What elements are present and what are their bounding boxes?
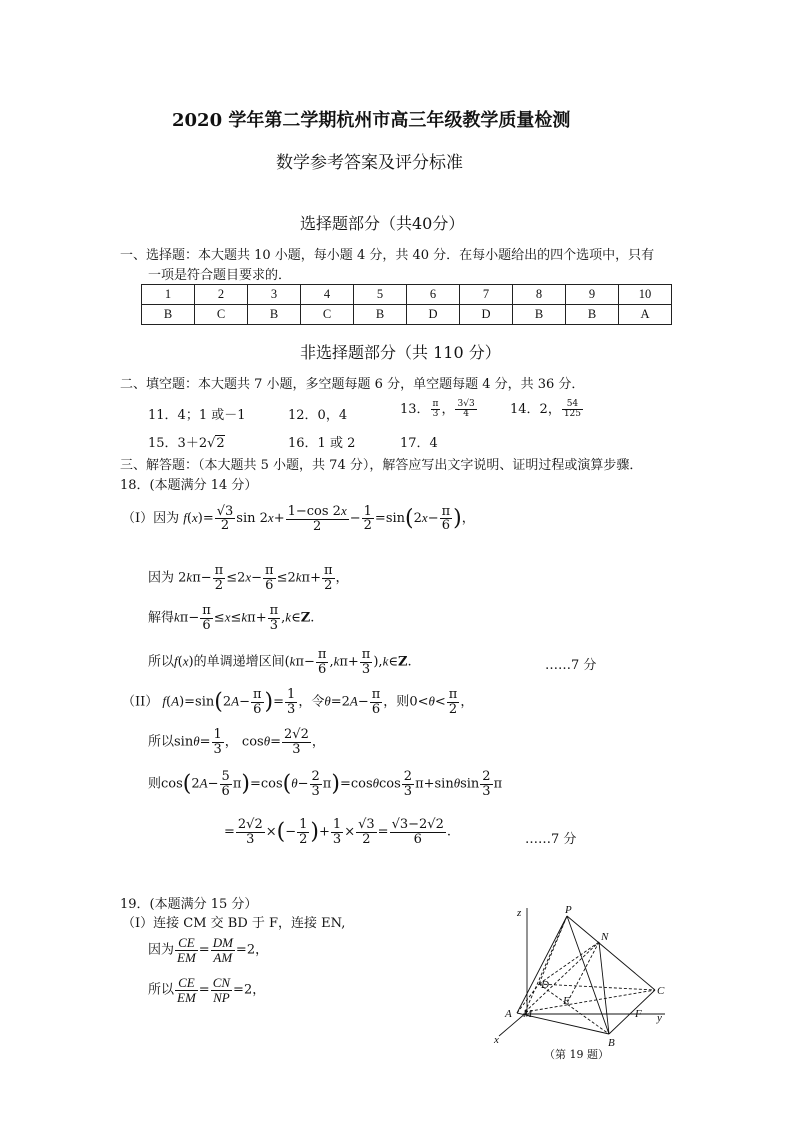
answer-q12: 12．0，4 xyxy=(288,408,348,423)
part1-instruction-line1: 一、选择题：本大题共 10 小题，每小题 4 分，共 40 分．在每小题给出的四个选项中，只有 xyxy=(120,248,655,263)
fraction: $\frac{CE}{EM}$ xyxy=(177,975,196,1005)
edge-DC xyxy=(539,984,655,990)
fraction: $\frac{1}{3}$ xyxy=(287,687,296,717)
q19-line3: 所以 $\frac{CE}{EM}$ = $\frac{CN}{NP}$ =2， xyxy=(148,975,266,1005)
q18-line3-prefix: 解得 xyxy=(148,610,175,626)
q18-line8: = $\frac{2√2}{3}$ ×(− $\frac{1}{2}$ )+ $\frac{1}{3}$ × $\frac{√3}{2}$ = $\frac{√3-2√2}{6}$ . xyxy=(224,817,451,847)
fraction: $\frac{2}{3}$ xyxy=(403,769,413,799)
fraction: $\frac{\pi}{6}$ xyxy=(441,503,451,534)
fraction: $\frac{\pi}{2}$ xyxy=(323,563,333,593)
table-cell: 7 xyxy=(460,285,513,305)
part1-heading: 选择题部分（共40分） xyxy=(300,214,465,233)
table-cell: B xyxy=(248,305,301,325)
table-cell: B xyxy=(513,305,566,325)
q18-line2-prefix: 因为 xyxy=(148,570,175,586)
table-cell: C xyxy=(301,305,354,325)
table-cell: 5 xyxy=(354,285,407,305)
label-z: z xyxy=(517,907,522,919)
answer-q14 xyxy=(510,398,584,419)
answer-q15: 15．3＋2√2 xyxy=(148,436,225,451)
q19-figure xyxy=(485,900,675,1060)
doc-subtitle: 数学参考答案及评分标准 xyxy=(276,153,463,173)
doc-title: 2020 学年第二学期杭州市高三年级教学质量检测 xyxy=(172,110,571,131)
edge-NE xyxy=(567,942,599,1003)
q18-line6-prefix: 所以 xyxy=(148,734,175,750)
separator: ， xyxy=(441,402,455,417)
fraction: $\frac{54}{125}$ xyxy=(563,398,582,419)
fraction: $\frac{2√2}{3}$ xyxy=(284,727,309,757)
answer-table-number-row xyxy=(142,285,672,305)
table-cell: D xyxy=(460,305,513,325)
fraction: $\frac{3√3}{4}$ xyxy=(457,398,475,419)
fraction: $\frac{CN}{NP}$ xyxy=(212,975,231,1005)
table-cell: 4 xyxy=(301,285,354,305)
fraction: $\frac{1}{2}$ xyxy=(363,503,372,534)
answer-table xyxy=(141,284,672,325)
fraction: $\frac{2}{3}$ xyxy=(482,769,491,799)
solve-instruction: 三、解答题：（本大题共 5 小题，共 74 分），解答应写出文字说明、证明过程或演算步骤． xyxy=(120,458,643,473)
fraction: $\frac{\pi}{6}$ xyxy=(202,603,211,633)
label-F: F xyxy=(635,1008,642,1020)
q18-line6: 所以sinθ= $\frac{1}{3}$ ， cosθ= $\frac{2√2}{3}$ ， xyxy=(148,727,325,757)
table-cell: B xyxy=(354,305,407,325)
answer-q13 xyxy=(400,398,478,419)
table-cell: D xyxy=(407,305,460,325)
q18-line7: 则cos(2A− $\frac{5}{6}$ π)=cos(θ− $\frac{2}{3}$ π)=cosθcos $\frac{2}{3}$ π+sinθsin $\frac{2}{3}$ π xyxy=(148,769,503,799)
q18-part2-label: （II） xyxy=(122,694,159,710)
answer-q11: 11．4；1 或－1 xyxy=(148,408,246,423)
label-N: N xyxy=(601,931,609,943)
label-D: D xyxy=(541,979,549,991)
q19-heading: 19．(本题满分 15 分） xyxy=(120,897,258,912)
fraction: $\frac{5}{6}$ xyxy=(221,769,230,799)
q18-line7-prefix: 则 xyxy=(148,776,162,792)
answer-q16: 16．1 或 2 xyxy=(288,436,356,451)
fraction: $\frac{√3-2√2}{6}$ xyxy=(391,817,444,847)
table-cell: 8 xyxy=(513,285,566,305)
q19-line3-prefix: 所以 xyxy=(148,982,175,998)
q18-let: ，令 xyxy=(298,694,325,710)
q18-line1: （I）因为 f(x)= $\frac{√3}{2}$ sin 2x+ $\frac{1-\cos 2x}{2}$ − $\frac{1}{2}$ =sin(2x− $\frac{\pi}{6}$ )， xyxy=(122,503,475,534)
fraction: $\frac{√3}{2}$ xyxy=(358,817,375,847)
label-M: M xyxy=(523,1008,533,1020)
fraction: $\frac{2}{3}$ xyxy=(311,769,320,799)
table-cell: C xyxy=(195,305,248,325)
q18-line4-mid: 的单调递增区间 xyxy=(193,654,285,670)
q19-line2: 因为 $\frac{CE}{EM}$ = $\frac{DM}{AM}$ =2， xyxy=(148,935,269,965)
q18-line4: 所以f(x)的单调递增区间(kπ− $\frac{\pi}{6}$ ,kπ+ $\frac{\pi}{3}$ ),k∈Z. xyxy=(148,647,412,677)
fraction: $\frac{\pi}{6}$ xyxy=(371,687,381,717)
q19-figure-caption: （第 19 题） xyxy=(544,1048,609,1061)
radicand: 2 xyxy=(216,436,225,451)
table-cell: B xyxy=(142,305,195,325)
table-cell: A xyxy=(619,305,672,325)
label-C: C xyxy=(657,985,665,997)
table-cell: B xyxy=(566,305,619,325)
label-A: A xyxy=(505,1008,512,1020)
table-cell: 9 xyxy=(566,285,619,305)
fraction: $\frac{\pi}{3}$ xyxy=(432,398,439,419)
label-B: B xyxy=(608,1037,615,1049)
answer-q17: 17．4 xyxy=(400,436,438,451)
label-E: E xyxy=(563,995,570,1007)
table-cell: 6 xyxy=(407,285,460,305)
answer-q15-label: 15．3＋2 xyxy=(148,436,208,451)
fraction: $\frac{1}{3}$ xyxy=(332,817,342,847)
label-x: x xyxy=(494,1034,499,1046)
q18-line5: （II） f(A)=sin(2A− $\frac{\pi}{6}$ )= $\frac{1}{3}$ ，令θ=2A− $\frac{\pi}{6}$ ，则0<θ< $\frac{\pi}{2}$ ， xyxy=(122,687,474,717)
edge-MN xyxy=(525,942,599,1012)
q18-line2: 因为 2kπ− $\frac{\pi}{2}$ ≤2x− $\frac{\pi}{6}$ ≤2kπ+ $\frac{\pi}{2}$ ， xyxy=(148,563,349,593)
fraction: $\frac{DM}{AM}$ xyxy=(212,935,233,965)
label-P: P xyxy=(565,904,572,916)
fill-instruction: 二、填空题：本大题共 7 小题，多空题每题 6 分，单空题每题 4 分，共 36 分． xyxy=(120,377,585,392)
answer-q14-label: 14．2， xyxy=(510,402,561,417)
fraction: $\frac{CE}{EM}$ xyxy=(177,935,196,965)
fraction: $\frac{\pi}{6}$ xyxy=(252,687,262,717)
label-y: y xyxy=(657,1012,662,1024)
table-cell: 1 xyxy=(142,285,195,305)
q18-score1: ……7 分 xyxy=(545,658,597,673)
table-cell: 2 xyxy=(195,285,248,305)
fraction: $\frac{2√2}{3}$ xyxy=(237,817,263,847)
q18-line3: 解得kπ− $\frac{\pi}{6}$ ≤x≤kπ+ $\frac{\pi}{3}$ ,k∈Z. xyxy=(148,603,315,633)
fraction: $\frac{\pi}{3}$ xyxy=(269,603,279,633)
fraction: $\frac{√3}{2}$ xyxy=(216,503,234,534)
q18-heading: 18．(本题满分 14 分） xyxy=(120,478,258,493)
fraction: $\frac{\pi}{6}$ xyxy=(265,563,274,593)
q18-line4-prefix: 所以 xyxy=(148,654,175,670)
fraction: $\frac{\pi}{2}$ xyxy=(448,687,458,717)
q18-then: ，则 xyxy=(383,694,410,710)
q19-line1: （I）连接 CM 交 BD 于 F，连接 EN, xyxy=(122,916,346,931)
fraction: $\frac{1-\cos 2x}{2}$ xyxy=(287,503,347,534)
answer-table-answer-row xyxy=(142,305,672,325)
q18-part1-label: （I）因为 xyxy=(122,511,180,527)
q18-score2: ……7 分 xyxy=(525,832,577,847)
fraction: $\frac{\pi}{2}$ xyxy=(214,563,224,593)
fraction: $\frac{1}{2}$ xyxy=(299,817,308,847)
table-cell: 3 xyxy=(248,285,301,305)
edge-DB xyxy=(539,984,609,1034)
part2-heading: 非选择题部分（共 110 分） xyxy=(300,343,501,362)
q19-line2-prefix: 因为 xyxy=(148,942,175,958)
part1-instruction-line2: 一项是符合题目要求的． xyxy=(148,268,292,283)
fraction: $\frac{\pi}{6}$ xyxy=(317,647,327,677)
table-cell: 10 xyxy=(619,285,672,305)
answer-q13-label: 13． xyxy=(400,402,430,417)
fraction: $\frac{1}{3}$ xyxy=(213,727,222,757)
fraction: $\frac{\pi}{3}$ xyxy=(361,647,371,677)
